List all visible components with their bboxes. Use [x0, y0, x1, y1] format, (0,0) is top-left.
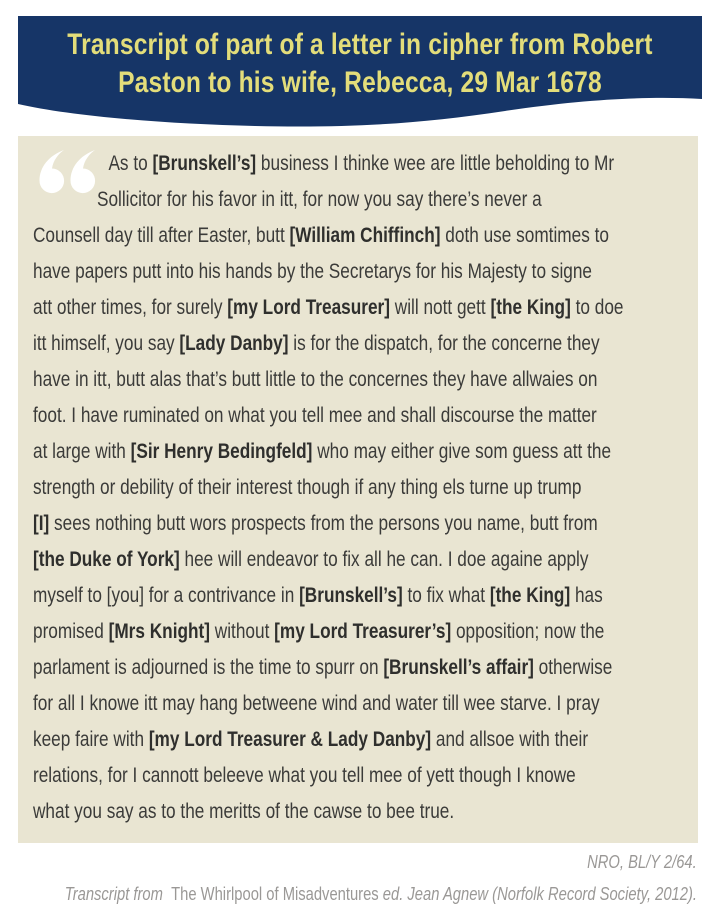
cipher-name: [my Lord Treasurer’s]	[274, 620, 452, 643]
quote-text-segment: and allsoe with their	[431, 728, 589, 751]
quote-text-segment: myself to [you] for a contrivance in	[33, 584, 300, 607]
page-title-line-2: Paston to his wife, Rebecca, 29 Mar 1678	[118, 66, 602, 99]
cipher-name: [Sir Henry Bedingfeld]	[130, 440, 313, 463]
citation-source	[65, 882, 697, 906]
cipher-name: [Brunskell’s]	[299, 584, 403, 607]
quote-text-segment: business I thinke wee are little beholding to Mr	[256, 152, 615, 175]
quote-text-segment: have in itt, butt alas that’s butt little to the concernes they have allwaies on	[33, 368, 598, 391]
cipher-name: [Brunskell’s affair]	[383, 656, 534, 679]
quote-text-segment: have papers putt into his hands by the Secretarys for his Majesty to signe	[33, 260, 592, 283]
quote-line	[33, 362, 698, 398]
quote-text-segment: without	[210, 620, 275, 643]
cipher-name: [the King]	[490, 296, 571, 319]
quote-text-segment: parlament is adjourned is the time to spurr on	[33, 656, 384, 679]
quote-line	[33, 182, 698, 218]
quote-text-segment: sees nothing butt wors prospects from the persons you name, butt from	[49, 512, 598, 535]
quote-text-segment: to fix what	[402, 584, 490, 607]
quote-line	[33, 686, 698, 722]
cipher-name: [my Lord Treasurer]	[227, 296, 390, 319]
quote-lines	[33, 146, 698, 830]
cipher-name: [Mrs Knight]	[108, 620, 211, 643]
cipher-name: [Lady Danby]	[179, 332, 289, 355]
quote-text-segment: strength or debility of their interest though if any thing els turne up trump	[33, 476, 582, 499]
citation-reference: NRO, BL/Y 2/64.	[587, 852, 697, 872]
quote-text-segment: has	[570, 584, 603, 607]
page-title	[18, 26, 702, 102]
quote-text-segment: foot. I have ruminated on what you tell mee and shall discourse the matter	[33, 404, 597, 427]
quote-text-segment: As to	[108, 152, 153, 175]
quote-text-segment: opposition; now the	[451, 620, 605, 643]
quote-line	[33, 506, 698, 542]
quote-block	[18, 136, 698, 843]
quote-line	[33, 578, 698, 614]
page-title-line-1: Transcript of part of a letter in cipher from Robert	[67, 28, 653, 61]
quote-text-segment: keep faire with	[33, 728, 149, 751]
quote-line	[33, 398, 698, 434]
quote-text-segment: what you say as to the meritts of the cawse to bee true.	[33, 800, 455, 823]
quote-text-segment: Sollicitor for his favor in itt, for now you say there’s never a	[96, 188, 542, 211]
citation-source-segment: Transcript from	[64, 884, 172, 904]
cipher-name: [I]	[33, 512, 50, 535]
quote-text-segment: will nott gett	[389, 296, 491, 319]
quote-line	[33, 794, 698, 830]
quote-line	[33, 218, 698, 254]
quote-text-segment: hee will endeavor to fix all he can. I doe againe apply	[179, 548, 589, 571]
quote-text-segment: itt himself, you say	[33, 332, 180, 355]
quote-text-segment: otherwise	[533, 656, 613, 679]
citation-source-segment: ed. Jean Agnew (Norfolk Record Society, 2012).	[382, 884, 697, 904]
quote-text-segment: is for the dispatch, for the concerne they	[288, 332, 600, 355]
cipher-name: [the King]	[489, 584, 571, 607]
quote-text-segment: relations, for I cannott beleeve what you tell mee of yett though I knowe	[33, 764, 576, 787]
quote-line	[33, 542, 698, 578]
cipher-name: [William Chiffinch]	[289, 224, 441, 247]
quote-line	[33, 722, 698, 758]
cipher-name: [Brunskell’s]	[152, 152, 257, 175]
quote-text-segment: who may either give som guess att the	[312, 440, 612, 463]
cipher-name: [my Lord Treasurer & Lady Danby]	[148, 728, 432, 751]
quote-line	[33, 254, 698, 290]
quote-line	[33, 290, 698, 326]
quote-line	[33, 470, 698, 506]
quote-line	[33, 614, 698, 650]
quote-line	[33, 650, 698, 686]
quote-text-segment: promised	[33, 620, 109, 643]
quote-text-segment: for all I knowe itt may hang betweene wind and water till wee starve. I pray	[33, 692, 600, 715]
cipher-name: [the Duke of York]	[33, 548, 180, 571]
quote-text-segment: to doe	[570, 296, 624, 319]
quote-line	[33, 326, 698, 362]
quote-line	[33, 758, 698, 794]
quote-text-segment: att other times, for surely	[33, 296, 228, 319]
citation-source-title: The Whirlpool of Misadventures	[171, 884, 383, 904]
quote-text-segment: doth use somtimes to	[440, 224, 609, 247]
quote-text-segment: Counsell day till after Easter, butt	[33, 224, 290, 247]
quote-text-segment: at large with	[33, 440, 131, 463]
quote-line	[33, 146, 698, 182]
quote-line	[33, 434, 698, 470]
